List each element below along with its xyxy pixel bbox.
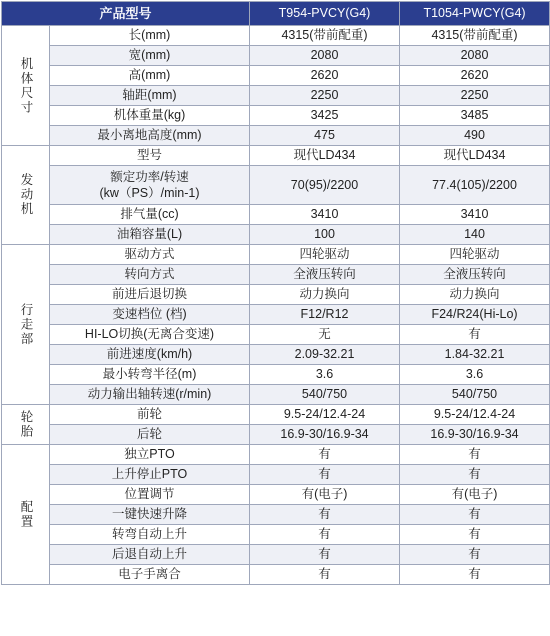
- table-row: [2, 225, 550, 245]
- spec-value-model-1: 3410: [250, 205, 400, 225]
- table-row: [2, 425, 550, 445]
- spec-value-model-2: 有(电子): [400, 485, 550, 505]
- spec-value-model-1: 有: [250, 445, 400, 465]
- spec-value-model-2: 2080: [400, 46, 550, 66]
- spec-value-model-1: 3.6: [250, 365, 400, 385]
- spec-value-model-1: 动力换向: [250, 285, 400, 305]
- spec-name: 机体重量(kg): [50, 106, 250, 126]
- spec-name: 最小转弯半径(m): [50, 365, 250, 385]
- spec-value-model-1: 四轮驱动: [250, 245, 400, 265]
- spec-value-model-1: 9.5-24/12.4-24: [250, 405, 400, 425]
- spec-value-model-2: 3485: [400, 106, 550, 126]
- spec-value-model-1: 有: [250, 565, 400, 585]
- spec-name: 一键快速升降: [50, 505, 250, 525]
- spec-value-model-2: 四轮驱动: [400, 245, 550, 265]
- spec-value-model-2: 4315(带前配重): [400, 26, 550, 46]
- spec-name: 动力输出轴转速(r/min): [50, 385, 250, 405]
- spec-value-model-2: 有: [400, 465, 550, 485]
- spec-name: 电子手离合: [50, 565, 250, 585]
- spec-value-model-1: 475: [250, 126, 400, 146]
- spec-value-model-1: 有: [250, 465, 400, 485]
- spec-value-model-1: 2.09-32.21: [250, 345, 400, 365]
- spec-name: 高(mm): [50, 66, 250, 86]
- spec-name: 转弯自动上升: [50, 525, 250, 545]
- spec-value-model-2: 16.9-30/16.9-34: [400, 425, 550, 445]
- table-row: [2, 385, 550, 405]
- spec-name: 转向方式: [50, 265, 250, 285]
- spec-name: 后轮: [50, 425, 250, 445]
- header-model-2: T1054-PWCY(G4): [400, 2, 550, 26]
- table-row: [2, 86, 550, 106]
- spec-value-model-2: 540/750: [400, 385, 550, 405]
- table-header: [2, 2, 550, 26]
- table-row: [2, 545, 550, 565]
- header-row: [2, 2, 550, 26]
- table-row: [2, 26, 550, 46]
- spec-value-model-1: 100: [250, 225, 400, 245]
- spec-name: 独立PTO: [50, 445, 250, 465]
- table-row: [2, 285, 550, 305]
- table-row: [2, 106, 550, 126]
- spec-name: 宽(mm): [50, 46, 250, 66]
- spec-value-model-1: 2620: [250, 66, 400, 86]
- spec-table: [1, 1, 550, 585]
- table-row: [2, 205, 550, 225]
- spec-value-model-1: 无: [250, 325, 400, 345]
- table-row: [2, 265, 550, 285]
- spec-name: 轴距(mm): [50, 86, 250, 106]
- table-row: [2, 345, 550, 365]
- spec-value-model-2: 有: [400, 505, 550, 525]
- group-label: 机体尺寸: [2, 26, 50, 146]
- table-row: [2, 66, 550, 86]
- spec-name: 长(mm): [50, 26, 250, 46]
- group-label: 行走部: [2, 245, 50, 405]
- header-model-1: T954-PVCY(G4): [250, 2, 400, 26]
- spec-value-model-2: 有: [400, 545, 550, 565]
- spec-value-model-1: 有: [250, 505, 400, 525]
- spec-value-model-2: 140: [400, 225, 550, 245]
- spec-name: 前进后退切换: [50, 285, 250, 305]
- spec-name: 位置调节: [50, 485, 250, 505]
- spec-name: HI-LO切换(无离合变速): [50, 325, 250, 345]
- spec-name: 最小离地高度(mm): [50, 126, 250, 146]
- spec-value-model-1: 有(电子): [250, 485, 400, 505]
- spec-name: 排气量(cc): [50, 205, 250, 225]
- spec-value-model-1: 3425: [250, 106, 400, 126]
- header-title: 产品型号: [2, 2, 250, 26]
- spec-value-model-2: 9.5-24/12.4-24: [400, 405, 550, 425]
- spec-value-model-2: 有: [400, 325, 550, 345]
- spec-value-model-2: 3410: [400, 205, 550, 225]
- spec-value-model-1: F12/R12: [250, 305, 400, 325]
- spec-name: 上升停止PTO: [50, 465, 250, 485]
- group-label: 发动机: [2, 146, 50, 245]
- table-row: [2, 365, 550, 385]
- spec-value-model-2: 490: [400, 126, 550, 146]
- table-row: [2, 146, 550, 166]
- spec-value-model-2: 有: [400, 565, 550, 585]
- spec-value-model-1: 有: [250, 545, 400, 565]
- table-row: [2, 505, 550, 525]
- table-row: [2, 565, 550, 585]
- spec-value-model-2: 全液压转向: [400, 265, 550, 285]
- table-row: [2, 325, 550, 345]
- spec-name: 变速档位 (档): [50, 305, 250, 325]
- spec-value-model-2: 2250: [400, 86, 550, 106]
- spec-value-model-1: 70(95)/2200: [250, 166, 400, 205]
- spec-name: 前进速度(km/h): [50, 345, 250, 365]
- spec-value-model-2: 有: [400, 445, 550, 465]
- spec-value-model-2: 动力换向: [400, 285, 550, 305]
- spec-name: 后退自动上升: [50, 545, 250, 565]
- group-label: 配置: [2, 445, 50, 585]
- spec-value-model-2: 3.6: [400, 365, 550, 385]
- table-row: [2, 166, 550, 205]
- spec-value-model-1: 全液压转向: [250, 265, 400, 285]
- spec-value-model-1: 2250: [250, 86, 400, 106]
- table-row: [2, 485, 550, 505]
- spec-value-model-1: 2080: [250, 46, 400, 66]
- spec-value-model-1: 540/750: [250, 385, 400, 405]
- table-row: [2, 305, 550, 325]
- spec-value-model-1: 现代LD434: [250, 146, 400, 166]
- table-row: [2, 445, 550, 465]
- spec-name: 油箱容量(L): [50, 225, 250, 245]
- table-row: [2, 126, 550, 146]
- spec-value-model-2: 2620: [400, 66, 550, 86]
- spec-value-model-2: 有: [400, 525, 550, 545]
- spec-name: 额定功率/转速 (kw（PS）/min-1): [50, 166, 250, 205]
- spec-name: 前轮: [50, 405, 250, 425]
- spec-value-model-1: 有: [250, 525, 400, 545]
- spec-value-model-2: F24/R24(Hi-Lo): [400, 305, 550, 325]
- table-row: [2, 46, 550, 66]
- spec-value-model-1: 4315(带前配重): [250, 26, 400, 46]
- table-row: [2, 405, 550, 425]
- table-body: [2, 26, 550, 585]
- spec-value-model-2: 现代LD434: [400, 146, 550, 166]
- spec-name: 型号: [50, 146, 250, 166]
- spec-name: 驱动方式: [50, 245, 250, 265]
- group-label: 轮胎: [2, 405, 50, 445]
- table-row: [2, 525, 550, 545]
- table-row: [2, 245, 550, 265]
- spec-value-model-1: 16.9-30/16.9-34: [250, 425, 400, 445]
- table-row: [2, 465, 550, 485]
- spec-value-model-2: 1.84-32.21: [400, 345, 550, 365]
- spec-value-model-2: 77.4(105)/2200: [400, 166, 550, 205]
